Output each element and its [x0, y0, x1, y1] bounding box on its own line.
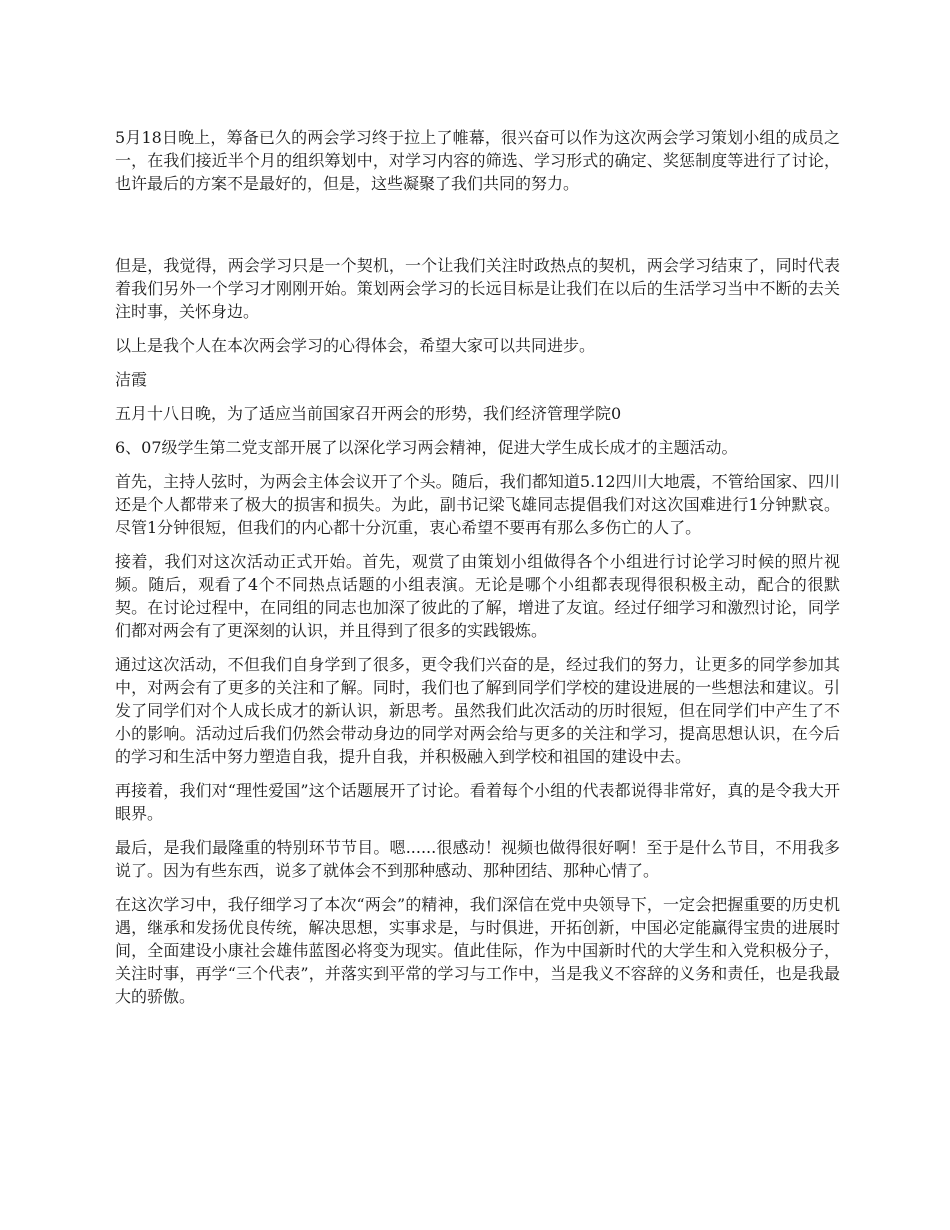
- paragraph-finale: 最后，是我们最隆重的特别环节节目。嗯......很感动！视频也做得很好啊！至于是什么节目，不用我多说了。因为有些东西，说多了就体会不到那种感动、那种团结、那种心情了。: [115, 838, 840, 880]
- author-signature: 洁霞: [115, 370, 148, 389]
- paragraph-opportunity: 但是，我觉得，两会学习只是一个契机，一个让我们关注时政热点的契机，两会学习结束了，同时代表着我们另外一个学习才刚刚开始。策划两会学习的长远目标是让我们在以后的生活学习当中不断的去关注时事，关怀身边。: [115, 256, 840, 321]
- paragraph-results: 通过这次活动，不但我们自身学到了很多，更令我们兴奋的是，经过我们的努力，让更多的同学参加其中，对两会有了更多的关注和了解。同时，我们也了解到同学们学校的建设进展的一些想法和建议。引发了同学们对个人成长成才的新认识，新思考。虽然我们此次活动的历时很短，但在同学们中产生了不小的影响。活动过后我们仍然会带动身边的同学对两会给与更多的关注和学习，提高思想认识，在今后的学习和生活中努力塑造自我，提升自我，并积极融入到学校和祖国的建设中去。: [115, 655, 840, 766]
- paragraph-event-date: 五月十八日晚，为了适应当前国家召开两会的形势，我们经济管理学院0: [115, 404, 622, 423]
- paragraph-summary: 以上是我个人在本次两会学习的心得体会，希望大家可以共同进步。: [115, 336, 596, 355]
- document-body: [115, 126, 840, 1019]
- paragraph-first: 首先，主持人弦时，为两会主体会议开了个头。随后，我们都知道5.12四川大地震，不管给国家、四川还是个人都带来了极大的损害和损失。为此，副书记梁飞雄同志提倡我们对这次国难进行1分钟默哀。尽管1分钟很短，但我们的内心都十分沉重，衷心希望不要再有那么多伤亡的人了。: [115, 472, 840, 537]
- paragraph-conclusion: 在这次学习中，我仔细学习了本次“两会”的精神，我们深信在党中央领导下，一定会把握重要的历史机遇，继承和发扬优良传统，解决思想，实事求是，与时俱进，开拓创新，中国必定能赢得宝贵的进展时间，全面建设小康社会雄伟蓝图必将变为现实。值此佳际，作为中国新时代的大学生和入党积极分子，关注时事，再学“三个代表”，并落实到平常的学习与工作中，当是我义不容辞的义务和责任，也是我最大的骄傲。: [115, 895, 840, 1006]
- paragraph-next: 接着，我们对这次活动正式开始。首先，观赏了由策划小组做得各个小组进行讨论学习时候的照片视频。随后，观看了4个不同热点话题的小组表演。无论是哪个小组都表现得很积极主动，配合的很默契。在讨论过程中，在同组的同志也加深了彼此的了解，增进了友谊。经过仔细学习和激烈讨论，同学们都对两会有了更深刻的认识，并且得到了很多的实践锻炼。: [115, 552, 840, 640]
- paragraph-patriotism: 再接着，我们对“理性爱国”这个话题展开了讨论。看着每个小组的代表都说得非常好，真的是令我大开眼界。: [115, 781, 840, 823]
- paragraph-event-topic: 6、07级学生第二党支部开展了以深化学习两会精神，促进大学生成长成才的主题活动。: [115, 438, 738, 457]
- paragraph-intro: 5月18日晚上，筹备已久的两会学习终于拉上了帷幕，很兴奋可以作为这次两会学习策划小组的成员之一，在我们接近半个月的组织筹划中，对学习内容的筛选、学习形式的确定、奖惩制度等进行了讨论，也许最后的方案不是最好的，但是，这些凝聚了我们共同的努力。: [115, 128, 840, 193]
